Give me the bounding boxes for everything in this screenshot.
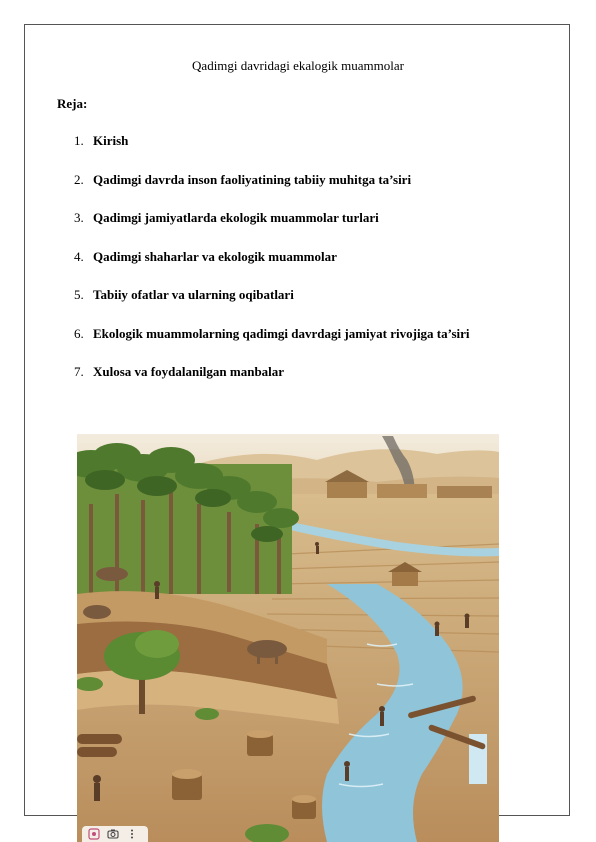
plan-item-text: Ekologik muammolarning qadimgi davrdagi jamiyat rivojiga ta’siri	[93, 325, 470, 341]
edit-image-icon[interactable]	[88, 828, 100, 840]
plan-item-number: 2.	[74, 171, 84, 187]
plan-item-number: 4.	[74, 248, 84, 264]
plan-list	[74, 133, 470, 403]
plan-item	[74, 364, 470, 403]
plan-item-text: Tabiiy ofatlar va ularning oqibatlari	[93, 287, 294, 302]
plan-item	[74, 210, 470, 249]
plan-item	[74, 326, 470, 365]
plan-item	[74, 172, 470, 211]
illustration-art	[77, 434, 499, 842]
plan-item	[74, 249, 470, 288]
camera-icon[interactable]	[107, 828, 119, 840]
plan-item-number: 6.	[74, 325, 84, 341]
plan-label: Reja:	[57, 96, 88, 111]
plan-item-text: Qadimgi shaharlar va ekologik muammolar	[93, 248, 337, 264]
plan-item	[74, 287, 470, 326]
image-toolbar	[82, 826, 148, 842]
plan-item-text: Qadimgi jamiyatlarda ekologik muammolar turlari	[93, 210, 379, 225]
ancient-landscape-illustration[interactable]	[77, 434, 499, 842]
plan-item-number: 1.	[74, 133, 84, 148]
plan-item-number: 7.	[74, 364, 84, 379]
plan-item-number: 3.	[74, 210, 84, 225]
more-options-icon[interactable]	[126, 828, 138, 840]
plan-item-text: Kirish	[93, 133, 129, 148]
plan-item	[74, 133, 470, 172]
plan-item-text: Xulosa va foydalanilgan manbalar	[93, 364, 285, 379]
plan-item-number: 5.	[74, 287, 84, 302]
document-title: Qadimgi davridagi ekalogik muammolar	[192, 58, 404, 73]
plan-item-text: Qadimgi davrda inson faoliyatining tabiiy muhitga ta’siri	[93, 171, 412, 187]
